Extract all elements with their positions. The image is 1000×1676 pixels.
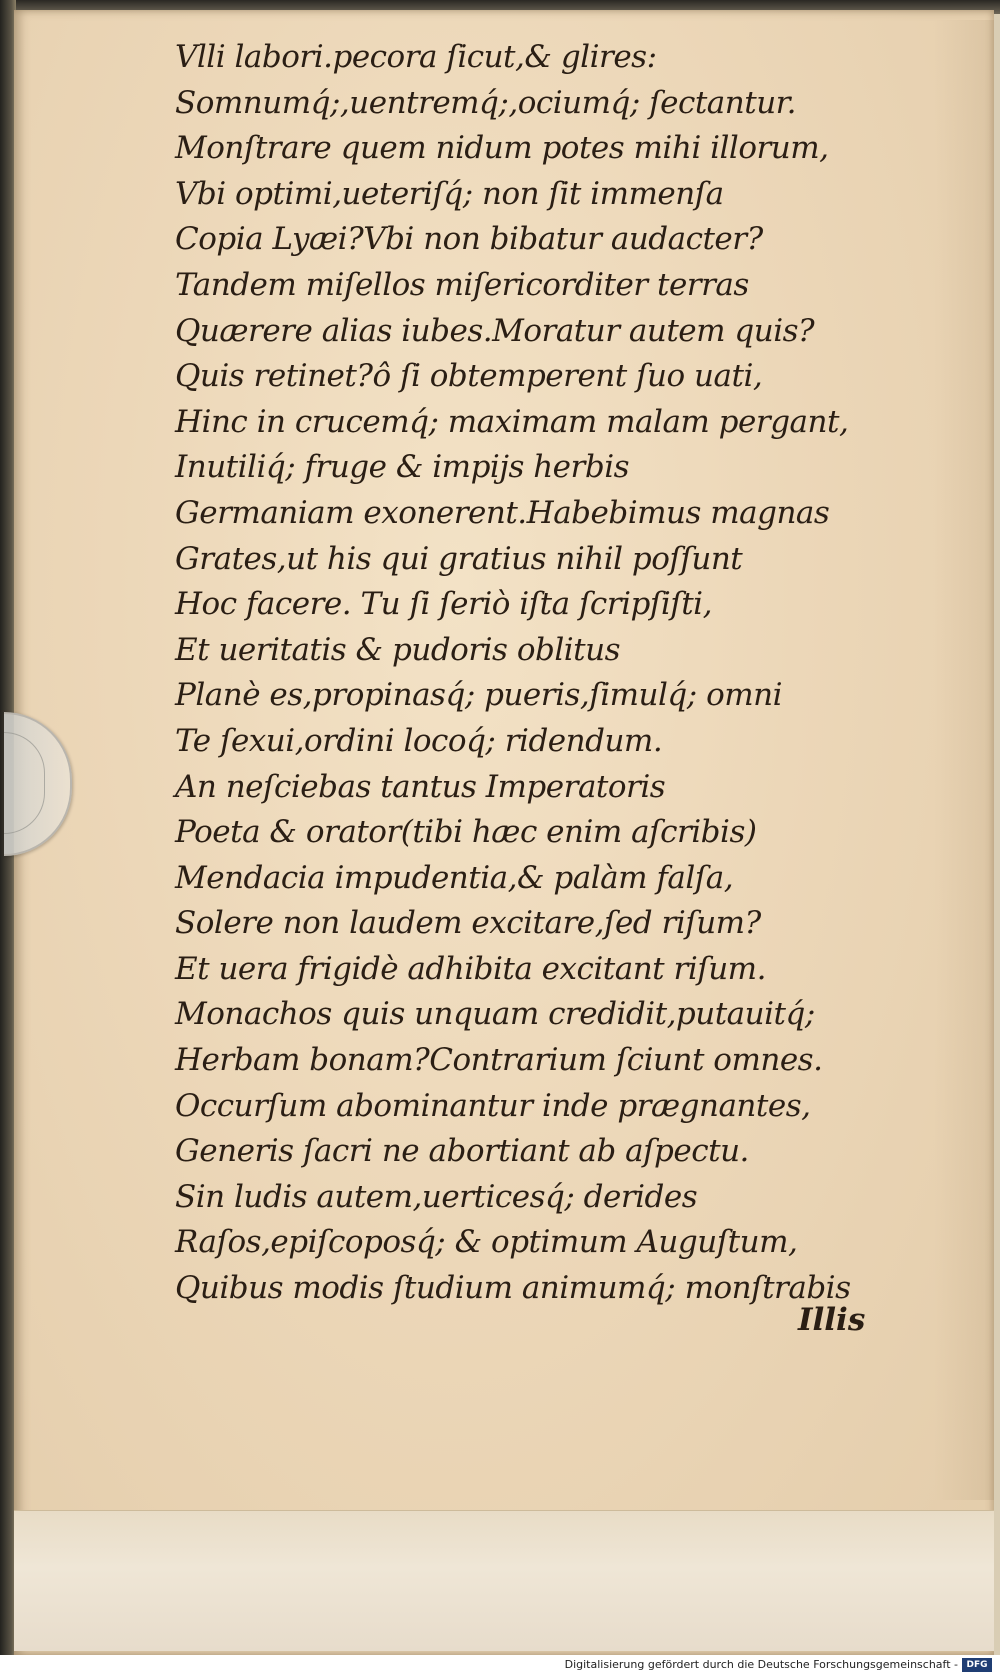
page-bottom-margin <box>14 1510 994 1651</box>
verse-line: Solere non laudem excitare,ſed riſum? <box>175 905 761 942</box>
verse-line: Germaniam exonerent.Habebimus magnas <box>175 494 830 531</box>
verse-text-block <box>175 35 875 1312</box>
verse-line: Sin ludis autem,uerticesq́; derides <box>175 1178 698 1215</box>
verse-line: Hinc in crucemq́; maximam malam pergant, <box>175 403 849 440</box>
page-clip-inner <box>4 732 45 834</box>
verse-line: Tandem miſellos miſericorditer terras <box>175 266 749 303</box>
verse-line: Quibus modis ſtudium animumq́; monſtrabis <box>175 1270 851 1307</box>
funding-credit: Digitalisierung gefördert durch die Deutsche Forschungsgemeinschaft - <box>564 1658 958 1671</box>
verse-line: Poeta & orator(tibi hæc enim aſcribis) <box>175 814 757 851</box>
verse-line: Et uera frigidè adhibita excitant riſum. <box>175 950 766 987</box>
verse-line: Raſos,epiſcoposq́; & optimum Auguſtum, <box>175 1224 798 1261</box>
verse-line: Monachos quis unquam credidit,putauitq́; <box>175 996 815 1033</box>
verse-line: Quærere alias iubes.Moratur autem quis? <box>175 312 815 349</box>
verse-line: Hoc facere. Tu ſi ſeriò iſta ſcripſiſti, <box>175 586 712 623</box>
dfg-logo: DFG <box>962 1658 992 1672</box>
verse-line: Vbi optimi,ueteriſq́; non ſit immenſa <box>175 175 724 212</box>
verse-line: Planè es,propinasq́; pueris,ſimulq́; omni <box>175 677 783 714</box>
digitization-footer <box>0 1655 1000 1676</box>
verse-line: Occurſum abominantur inde prægnantes, <box>175 1087 811 1124</box>
verse-line: An neſciebas tantus Imperatoris <box>175 768 666 805</box>
catchword: Illis <box>798 1302 866 1338</box>
verse-line: Copia Lyæi?Vbi non bibatur audacter? <box>175 221 763 258</box>
verse-line: Grates,ut his qui gratius nihil poſſunt <box>175 540 743 577</box>
verse-line: Te ſexui,ordini locoq́; ridendum. <box>175 722 663 759</box>
verse-line: Quis retinet?ô ſi obtemperent ſuo uati, <box>175 358 763 395</box>
show-through-shadow <box>934 20 994 1500</box>
verse-line: Generis ſacri ne abortiant ab aſpectu. <box>175 1133 749 1170</box>
verse-line: Inutiliq́; fruge & impijs herbis <box>175 449 630 486</box>
verse-line: Herbam bonam?Contrarium ſciunt omnes. <box>175 1042 823 1079</box>
verse-line: Somnumq́;,uentremq́;,ociumq́; ſectantur. <box>175 84 796 121</box>
verse-line: Vlli labori.pecora ſicut,& glires: <box>175 39 657 75</box>
verse-line: Et ueritatis & pudoris oblitus <box>175 631 620 668</box>
verse-line: Mendacia impudentia,& palàm falſa, <box>175 859 734 896</box>
verse-line: Monſtrare quem nidum potes mihi illorum, <box>175 130 829 167</box>
